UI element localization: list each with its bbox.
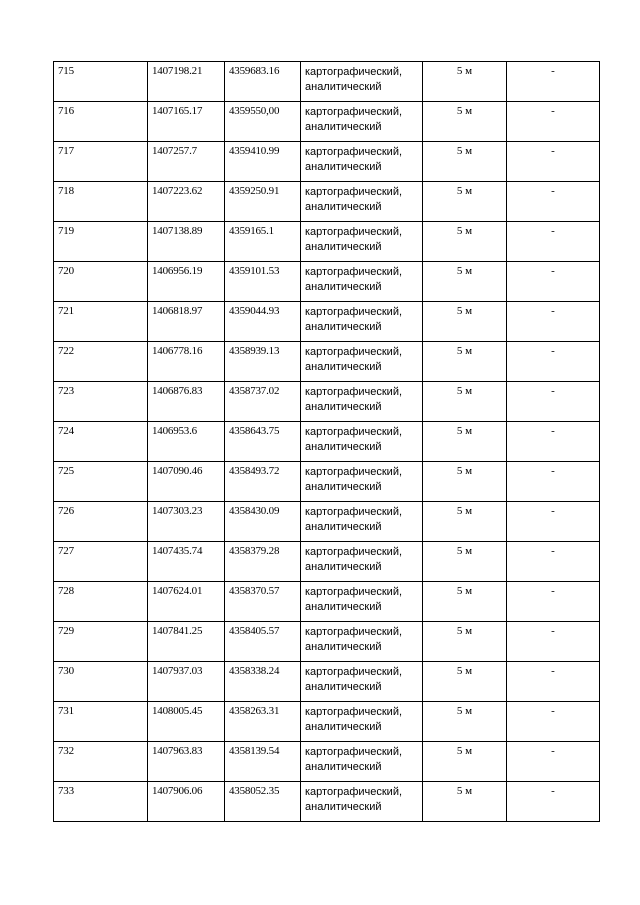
accuracy-cell: 5 м [423, 742, 507, 782]
table-row [54, 182, 600, 222]
point-number-cell: 732 [54, 742, 148, 782]
method-line: картографический, [305, 106, 403, 118]
table-row [54, 542, 600, 582]
method-line: аналитический [305, 81, 382, 93]
table-row [54, 302, 600, 342]
table-row [54, 662, 600, 702]
note-cell: - [507, 662, 600, 702]
method-line: аналитический [305, 721, 382, 733]
y-coordinate-cell: 4358139.54 [225, 742, 301, 782]
point-number-cell: 720 [54, 262, 148, 302]
point-number-cell: 727 [54, 542, 148, 582]
note-cell: - [507, 702, 600, 742]
table-row [54, 262, 600, 302]
accuracy-cell: 5 м [423, 502, 507, 542]
y-coordinate-cell: 4358430.09 [225, 502, 301, 542]
note-cell: - [507, 502, 600, 542]
point-number-cell: 722 [54, 342, 148, 382]
method-cell [301, 702, 423, 742]
note-cell: - [507, 62, 600, 102]
x-coordinate-cell: 1407937.03 [148, 662, 225, 702]
method-cell [301, 342, 423, 382]
y-coordinate-cell: 4358263.31 [225, 702, 301, 742]
method-cell [301, 782, 423, 822]
point-number-cell: 723 [54, 382, 148, 422]
method-cell [301, 662, 423, 702]
method-line: аналитический [305, 801, 382, 813]
y-coordinate-cell: 4358737.02 [225, 382, 301, 422]
note-cell: - [507, 462, 600, 502]
point-number-cell: 724 [54, 422, 148, 462]
x-coordinate-cell: 1407303.23 [148, 502, 225, 542]
method-cell [301, 622, 423, 662]
y-coordinate-cell: 4358370.57 [225, 582, 301, 622]
x-coordinate-cell: 1406953.6 [148, 422, 225, 462]
note-cell: - [507, 342, 600, 382]
x-coordinate-cell: 1406778.16 [148, 342, 225, 382]
point-number-cell: 718 [54, 182, 148, 222]
method-line: картографический, [305, 426, 403, 438]
method-line: картографический, [305, 226, 403, 238]
method-line: аналитический [305, 241, 382, 253]
x-coordinate-cell: 1407841.25 [148, 622, 225, 662]
x-coordinate-cell: 1408005.45 [148, 702, 225, 742]
coordinates-table-body [54, 62, 600, 822]
method-line: аналитический [305, 681, 382, 693]
table-row [54, 102, 600, 142]
method-line: картографический, [305, 66, 403, 78]
table-row [54, 422, 600, 462]
note-cell: - [507, 382, 600, 422]
table-row [54, 62, 600, 102]
accuracy-cell: 5 м [423, 622, 507, 662]
y-coordinate-cell: 4358052.35 [225, 782, 301, 822]
y-coordinate-cell: 4358939.13 [225, 342, 301, 382]
note-cell: - [507, 782, 600, 822]
method-line: картографический, [305, 186, 403, 198]
note-cell: - [507, 302, 600, 342]
y-coordinate-cell: 4359683.16 [225, 62, 301, 102]
table-row [54, 782, 600, 822]
accuracy-cell: 5 м [423, 542, 507, 582]
method-line: картографический, [305, 346, 403, 358]
method-line: аналитический [305, 481, 382, 493]
method-line: аналитический [305, 441, 382, 453]
note-cell: - [507, 262, 600, 302]
y-coordinate-cell: 4359250.91 [225, 182, 301, 222]
table-row [54, 142, 600, 182]
point-number-cell: 725 [54, 462, 148, 502]
point-number-cell: 719 [54, 222, 148, 262]
accuracy-cell: 5 м [423, 142, 507, 182]
method-line: картографический, [305, 546, 403, 558]
method-cell [301, 222, 423, 262]
method-line: картографический, [305, 146, 403, 158]
note-cell: - [507, 542, 600, 582]
y-coordinate-cell: 4359044.93 [225, 302, 301, 342]
method-line: картографический, [305, 306, 403, 318]
y-coordinate-cell: 4359165.1 [225, 222, 301, 262]
table-row [54, 382, 600, 422]
method-line: картографический, [305, 466, 403, 478]
accuracy-cell: 5 м [423, 342, 507, 382]
x-coordinate-cell: 1407223.62 [148, 182, 225, 222]
method-cell [301, 742, 423, 782]
accuracy-cell: 5 м [423, 702, 507, 742]
y-coordinate-cell: 4358643.75 [225, 422, 301, 462]
point-number-cell: 730 [54, 662, 148, 702]
method-line: картографический, [305, 746, 403, 758]
method-line: картографический, [305, 386, 403, 398]
note-cell: - [507, 422, 600, 462]
table-row [54, 622, 600, 662]
x-coordinate-cell: 1407090.46 [148, 462, 225, 502]
accuracy-cell: 5 м [423, 582, 507, 622]
method-cell [301, 182, 423, 222]
x-coordinate-cell: 1407198.21 [148, 62, 225, 102]
note-cell: - [507, 182, 600, 222]
method-cell [301, 462, 423, 502]
method-line: аналитический [305, 281, 382, 293]
accuracy-cell: 5 м [423, 222, 507, 262]
y-coordinate-cell: 4358405.57 [225, 622, 301, 662]
method-cell [301, 142, 423, 182]
accuracy-cell: 5 м [423, 462, 507, 502]
y-coordinate-cell: 4359410.99 [225, 142, 301, 182]
point-number-cell: 716 [54, 102, 148, 142]
table-row [54, 342, 600, 382]
point-number-cell: 731 [54, 702, 148, 742]
method-line: картографический, [305, 506, 403, 518]
method-cell [301, 422, 423, 462]
x-coordinate-cell: 1407963.83 [148, 742, 225, 782]
method-cell [301, 62, 423, 102]
table-row [54, 742, 600, 782]
method-line: аналитический [305, 521, 382, 533]
y-coordinate-cell: 4358379.28 [225, 542, 301, 582]
x-coordinate-cell: 1407138.89 [148, 222, 225, 262]
x-coordinate-cell: 1407435.74 [148, 542, 225, 582]
table-row [54, 462, 600, 502]
x-coordinate-cell: 1406956.19 [148, 262, 225, 302]
accuracy-cell: 5 м [423, 102, 507, 142]
accuracy-cell: 5 м [423, 782, 507, 822]
point-number-cell: 726 [54, 502, 148, 542]
x-coordinate-cell: 1407165.17 [148, 102, 225, 142]
method-line: аналитический [305, 161, 382, 173]
note-cell: - [507, 142, 600, 182]
note-cell: - [507, 622, 600, 662]
point-number-cell: 728 [54, 582, 148, 622]
x-coordinate-cell: 1407906.06 [148, 782, 225, 822]
method-cell [301, 542, 423, 582]
method-line: картографический, [305, 266, 403, 278]
accuracy-cell: 5 м [423, 182, 507, 222]
accuracy-cell: 5 м [423, 262, 507, 302]
method-line: картографический, [305, 666, 403, 678]
x-coordinate-cell: 1406818.97 [148, 302, 225, 342]
method-line: картографический, [305, 586, 403, 598]
point-number-cell: 715 [54, 62, 148, 102]
note-cell: - [507, 222, 600, 262]
method-cell [301, 102, 423, 142]
coordinates-table [53, 61, 600, 822]
point-number-cell: 721 [54, 302, 148, 342]
method-line: аналитический [305, 121, 382, 133]
method-line: аналитический [305, 601, 382, 613]
method-line: аналитический [305, 761, 382, 773]
table-row [54, 582, 600, 622]
accuracy-cell: 5 м [423, 302, 507, 342]
method-line: аналитический [305, 561, 382, 573]
accuracy-cell: 5 м [423, 422, 507, 462]
point-number-cell: 717 [54, 142, 148, 182]
table-row [54, 702, 600, 742]
method-line: аналитический [305, 641, 382, 653]
method-line: картографический, [305, 706, 403, 718]
method-line: аналитический [305, 201, 382, 213]
method-cell [301, 382, 423, 422]
accuracy-cell: 5 м [423, 662, 507, 702]
method-cell [301, 582, 423, 622]
table-row [54, 222, 600, 262]
x-coordinate-cell: 1406876.83 [148, 382, 225, 422]
y-coordinate-cell: 4358338.24 [225, 662, 301, 702]
note-cell: - [507, 582, 600, 622]
point-number-cell: 733 [54, 782, 148, 822]
accuracy-cell: 5 м [423, 382, 507, 422]
accuracy-cell: 5 м [423, 62, 507, 102]
method-cell [301, 302, 423, 342]
y-coordinate-cell: 4358493.72 [225, 462, 301, 502]
method-line: картографический, [305, 786, 403, 798]
method-line: аналитический [305, 321, 382, 333]
y-coordinate-cell: 4359550,00 [225, 102, 301, 142]
note-cell: - [507, 102, 600, 142]
table-row [54, 502, 600, 542]
method-cell [301, 262, 423, 302]
x-coordinate-cell: 1407257.7 [148, 142, 225, 182]
point-number-cell: 729 [54, 622, 148, 662]
x-coordinate-cell: 1407624.01 [148, 582, 225, 622]
method-line: картографический, [305, 626, 403, 638]
method-line: аналитический [305, 401, 382, 413]
y-coordinate-cell: 4359101.53 [225, 262, 301, 302]
method-line: аналитический [305, 361, 382, 373]
method-cell [301, 502, 423, 542]
note-cell: - [507, 742, 600, 782]
